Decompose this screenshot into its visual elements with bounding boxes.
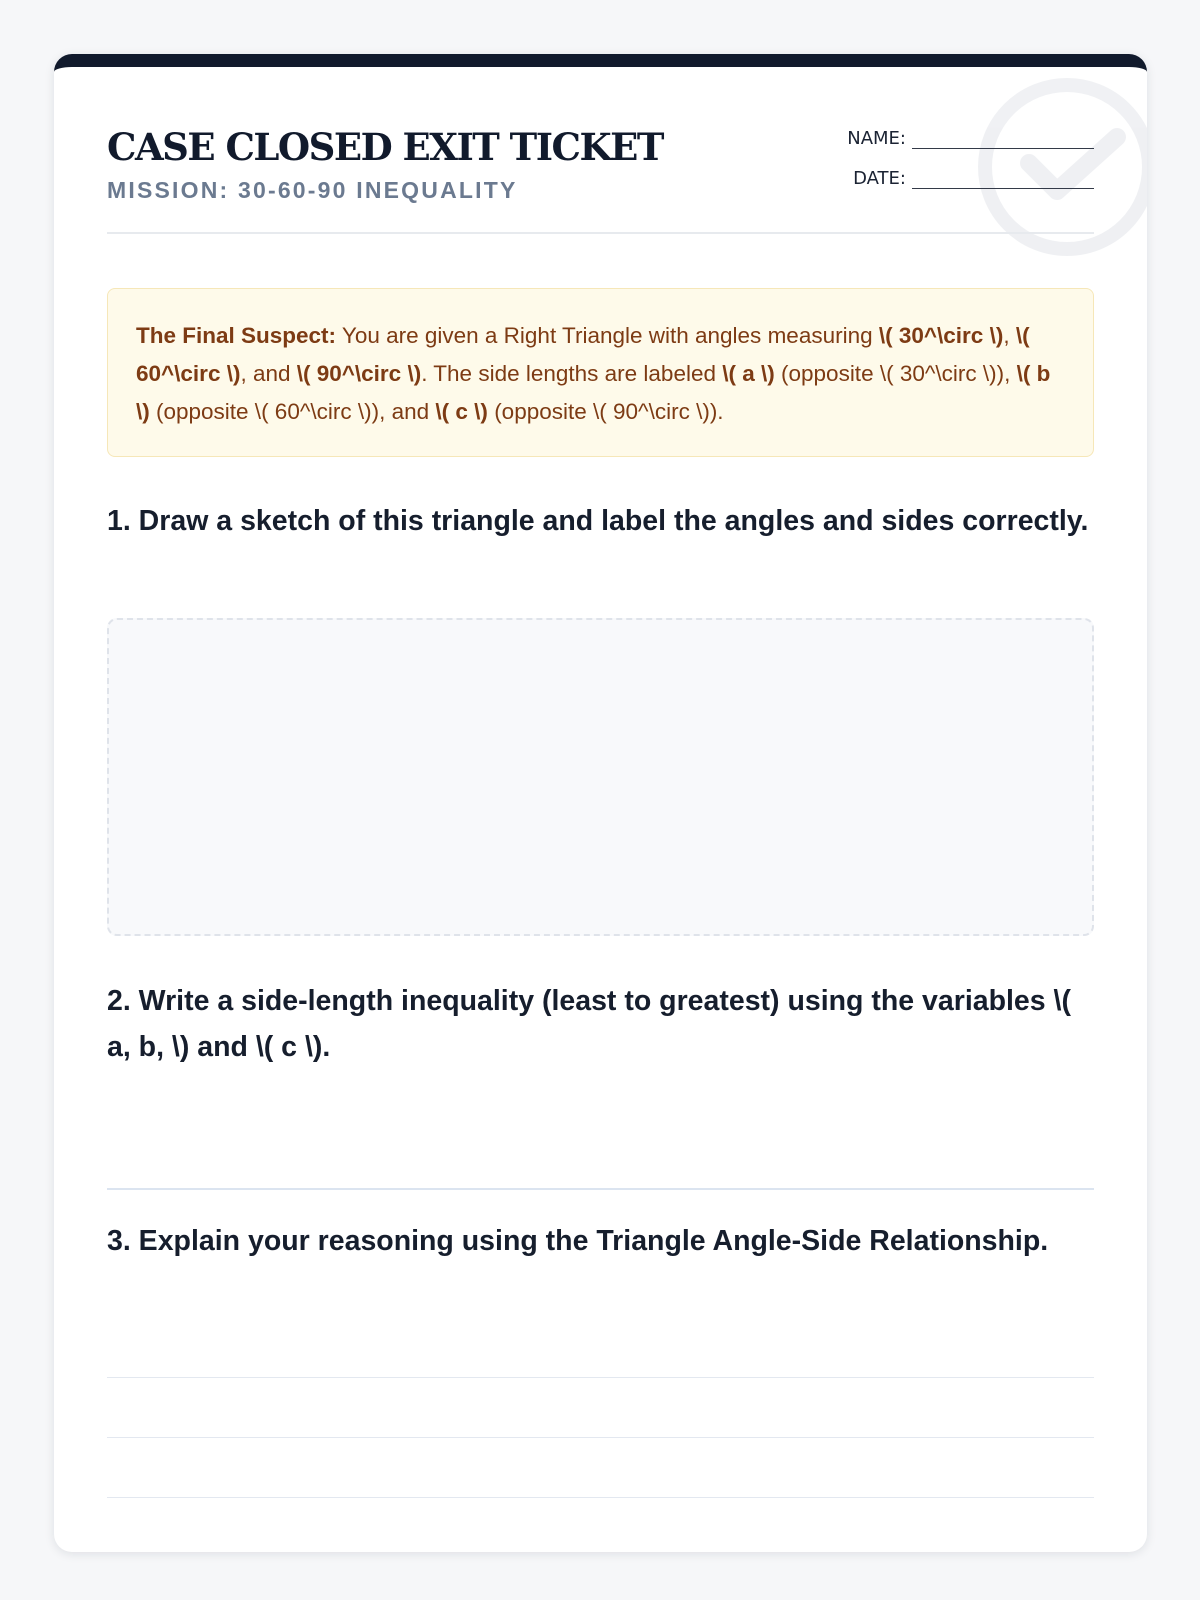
answer-line-q3-1[interactable]	[107, 1377, 1094, 1378]
angle-30-math: \( 30^\circ \)	[878, 323, 1004, 348]
answer-line-q3-3[interactable]	[107, 1497, 1094, 1498]
name-field	[834, 125, 1094, 149]
question-2: 2. Write a side-length inequality (least to greatest) using the variables \( a, b, \) and \( c \).	[107, 985, 1071, 1063]
suspect-text-1: You are given a Right Triangle with angles measuring	[336, 323, 879, 348]
suspect-text-4: . The side lengths are labeled	[421, 361, 723, 386]
suspect-text-3: , and	[240, 361, 297, 386]
name-label: NAME:	[847, 128, 906, 149]
question-3: 3. Explain your reasoning using the Triangle Angle-Side Relationship.	[107, 1225, 1049, 1257]
ticket-header	[107, 125, 1094, 234]
suspect-text-7: (opposite \( 90^\circ \)).	[487, 399, 724, 424]
date-input-line[interactable]	[912, 168, 1094, 189]
question-1: 1. Draw a sketch of this triangle and label the angles and sides correctly.	[107, 505, 1089, 537]
name-input-line[interactable]	[912, 128, 1094, 149]
date-label: DATE:	[853, 168, 906, 189]
suspect-lead: The Final Suspect:	[136, 323, 337, 348]
angle-60-math: \( 60^\circ \)	[136, 323, 1030, 386]
mission-subtitle: MISSION: 30-60-90 INEQUALITY	[107, 177, 518, 203]
angle-90-math: \( 90^\circ \)	[296, 361, 422, 386]
answer-line-q3-2[interactable]	[107, 1437, 1094, 1438]
exit-ticket-card	[54, 54, 1147, 1552]
side-b-math: \( b \)	[136, 361, 1051, 424]
page-title: CASE CLOSED EXIT TICKET	[107, 125, 663, 169]
side-a-math: \( a \)	[722, 361, 775, 386]
date-field	[834, 165, 1094, 189]
suspect-text-6: (opposite \( 60^\circ \)), and	[149, 399, 436, 424]
answer-line-q2[interactable]	[107, 1188, 1094, 1190]
side-c-math: \( c \)	[435, 399, 488, 424]
suspect-text-2: ,	[1003, 323, 1016, 348]
suspect-text-5: (opposite \( 30^\circ \)),	[774, 361, 1017, 386]
sketch-area[interactable]	[107, 618, 1094, 936]
final-suspect-callout	[107, 288, 1094, 457]
